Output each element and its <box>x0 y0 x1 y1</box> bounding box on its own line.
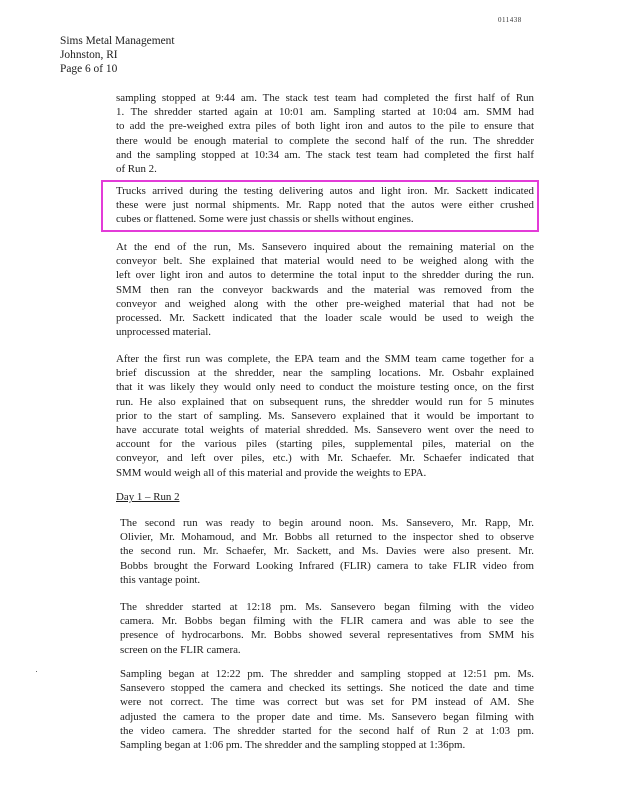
text-line: left over light iron and autos to determine the total input to the shredder during the run. <box>116 269 534 282</box>
paragraph-trucks-arrived <box>116 184 534 227</box>
document-header <box>60 34 175 76</box>
text-line: Sampling began at 12:22 pm. The shredder and sampling stopped at 12:51 pm. Ms. <box>120 668 534 680</box>
text-line: conveyor and weighed along with the other pre-weighed material that had not be <box>116 297 534 310</box>
text-line: conveyor belt. She explained that material would need to be weighed along with the <box>116 255 534 268</box>
text-line: Sampling began at 1:06 pm. The shredder and the sampling stopped at 1:36pm. <box>120 739 466 752</box>
text-line: SMM would weigh all of this material and provide the weights to EPA. <box>116 466 427 479</box>
text-line: Bobbs brought the Forward Looking Infrared (FLIR) camera to take FLIR video from <box>120 559 534 572</box>
text-line: conveyor, and left over piles, etc.) with Mr. Schaefer. Mr. Schaefer indicated that <box>116 452 534 465</box>
text-line: and the sampling stopped at 10:34 am. The stack test team had completed the first half <box>116 148 534 161</box>
text-line: Trucks arrived during the testing delivering autos and light iron. Mr. Sackett indicated <box>116 185 534 197</box>
text-line: the video camera. The shredder started for the second half of Run 2 at 1:03 pm. <box>120 724 534 737</box>
paragraph-first-run-complete <box>116 352 534 480</box>
section-subheading <box>116 490 534 504</box>
paragraph-sampling-began <box>120 667 534 752</box>
text-line: run. He also explained that on subsequent runs, the shredder would run for 5 minutes <box>116 395 534 408</box>
text-line: After the first run was complete, the EPA team and the SMM team came together for a <box>116 353 534 365</box>
text-line: there would be enough material to complete the second half of the run. The shredder <box>116 134 534 147</box>
paragraph-shredder-started <box>120 600 534 657</box>
text-line: SMM then ran the conveyor backwards and the material was removed from the <box>116 283 534 296</box>
text-line: Sansevero stopped the camera and checked its settings. She noticed the date and time <box>120 682 534 695</box>
text-line: sampling stopped at 9:44 am. The stack test team had completed the first half of Run <box>116 92 534 104</box>
text-line: unprocessed material. <box>116 326 211 339</box>
text-line: account for the various piles (starting piles, supplemental piles, material on the <box>116 438 534 451</box>
paragraph-second-run-ready <box>120 516 534 587</box>
text-line: of Run 2. <box>116 163 157 176</box>
text-line: At the end of the run, Ms. Sansevero inquired about the remaining material on the <box>116 241 534 253</box>
text-line: screen on the FLIR camera. <box>120 643 241 656</box>
paragraph-conveyor-belt <box>116 240 534 339</box>
text-line: processed. Mr. Sackett indicated that the loader scale would be used to weigh the <box>116 312 534 325</box>
paragraph-run1-sampling <box>116 91 534 176</box>
scan-speck <box>36 671 37 672</box>
text-line: have accurate total weights of material shredded. Ms. Sansevero went over the need to <box>116 424 534 437</box>
text-line: were not correct. The time was correct but was set for PM instead of AM. She <box>120 696 534 709</box>
text-line: The second run was ready to begin around noon. Ms. Sansevero, Mr. Rapp, Mr. <box>120 517 534 529</box>
text-line: prior to the start of sampling. Ms. Sansevero explained that it would be important to <box>116 409 534 422</box>
subheading-day1-run2: Day 1 – Run 2 <box>116 491 180 503</box>
text-line: that it was likely they would only need to conduct the moisture testing once, on the first <box>116 381 534 394</box>
text-line: the second run. Mr. Schaefer, Mr. Sackett, and Ms. Davies were also present. Mr. <box>120 545 534 558</box>
text-line: camera. Mr. Bobbs began filming with the FLIR camera and was able to see the <box>120 615 534 628</box>
header-page-number: Page 6 of 10 <box>60 63 118 75</box>
text-line: brief discussion at the shredder, near the sampling locations. Mr. Osbahr explained <box>116 367 534 380</box>
text-line: presence of hydrocarbons. Mr. Bobbs showed several representatives from SMM his <box>120 629 534 642</box>
bates-number: 011438 <box>498 16 522 24</box>
text-line: Olivier, Mr. Mohamoud, and Mr. Bobbs all returned to the inspector shed to observe <box>120 531 534 544</box>
text-line: this vantage point. <box>120 573 201 586</box>
text-line: The shredder started at 12:18 pm. Ms. Sansevero began filming with the video <box>120 601 534 613</box>
text-line: adjusted the camera to the proper date and time. Ms. Sansevero began filming with <box>120 710 534 723</box>
text-line: to add the pre-weighed extra piles of both light iron and autos to the pile to ensure that <box>116 120 534 133</box>
text-line: these were just normal shipments. Mr. Rapp noted that the autos were either crushed <box>116 199 534 212</box>
text-line: 1. The shredder started again at 10:01 am. Sampling started at 10:04 am. SMM had <box>116 106 534 119</box>
header-company: Sims Metal Management <box>60 35 175 47</box>
text-line: cubes or flattened. Some were just chassis or shells without engines. <box>116 213 414 226</box>
header-location: Johnston, RI <box>60 49 118 61</box>
